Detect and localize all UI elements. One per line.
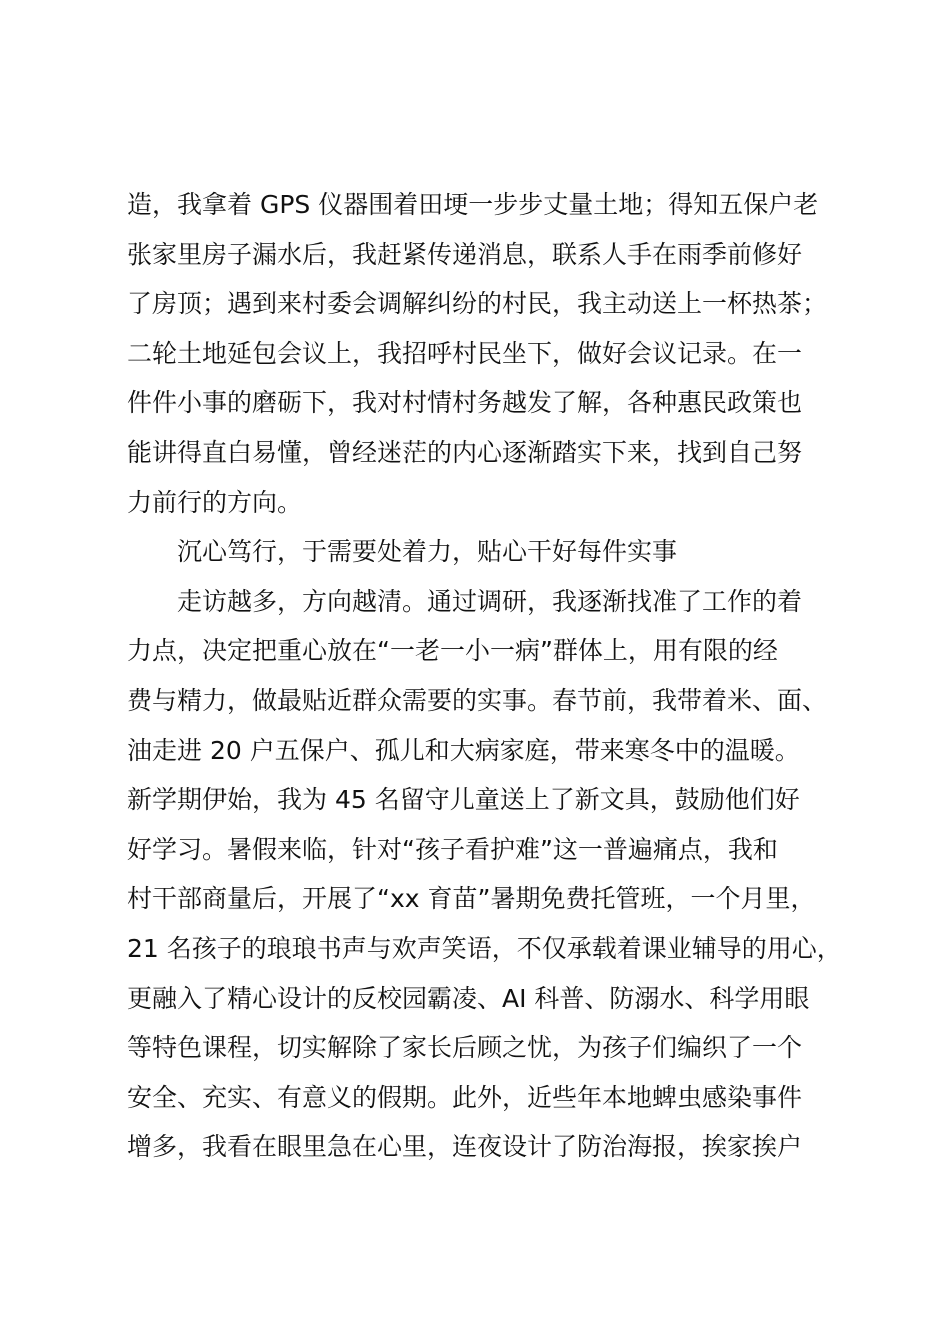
text-line: 走访越多，方向越清。通过调研，我逐渐找准了工作的着 xyxy=(177,586,803,616)
text-line: 村干部商量后，开展了“xx 育苗”暑期免费托管班，一个月里， xyxy=(127,884,816,914)
text-line: 能讲得直白易懂，曾经迷茫的内心逐渐踏实下来，找到自己努 xyxy=(127,437,803,467)
body-text xyxy=(127,180,867,1172)
text-line: 安全、充实、有意义的假期。此外，近些年本地蜱虫感染事件 xyxy=(127,1082,803,1112)
text-line: 油走进 20 户五保户、孤儿和大病家庭，带来寒冬中的温暖。 xyxy=(127,735,800,765)
text-line: 等特色课程，切实解除了家长后顾之忧，为孩子们编织了一个 xyxy=(127,1033,803,1063)
text-line: 新学期伊始，我为 45 名留守儿童送上了新文具，鼓励他们好 xyxy=(127,785,800,815)
text-line: 造，我拿着 GPS 仪器围着田埂一步步丈量土地；得知五保户老 xyxy=(127,190,819,219)
text-line: 费与精力，做最贴近群众需要的实事。春节前，我带着米、面、 xyxy=(127,685,828,715)
text-line: 二轮土地延包会议上，我招呼村民坐下，做好会议记录。在一 xyxy=(127,338,803,368)
text-line: 21 名孩子的琅琅书声与欢声笑语，不仅承载着课业辅导的用心， xyxy=(127,933,842,963)
text-line: 件件小事的磨砺下，我对村情村务越发了解，各种惠民政策也 xyxy=(127,388,803,418)
text-line: 了房顶；遇到来村委会调解纠纷的村民，我主动送上一杯热茶； xyxy=(127,289,828,319)
text-line: 张家里房子漏水后，我赶紧传递消息，联系人手在雨季前修好 xyxy=(127,239,803,269)
text-line: 力点，决定把重心放在“一老一小一病”群体上，用有限的经 xyxy=(127,636,778,666)
text-line: 增多，我看在眼里急在心里，连夜设计了防治海报，挨家挨户 xyxy=(127,1132,803,1162)
text-line: 更融入了精心设计的反校园霸凌、AI 科普、防溺水、科学用眼 xyxy=(127,983,810,1013)
text-line: 力前行的方向。 xyxy=(127,487,303,517)
section-heading: 沉心笃行，于需要处着力，贴心干好每件实事 xyxy=(177,537,678,567)
text-line: 好学习。暑假来临，针对“孩子看护难”这一普遍痛点，我和 xyxy=(127,834,778,864)
